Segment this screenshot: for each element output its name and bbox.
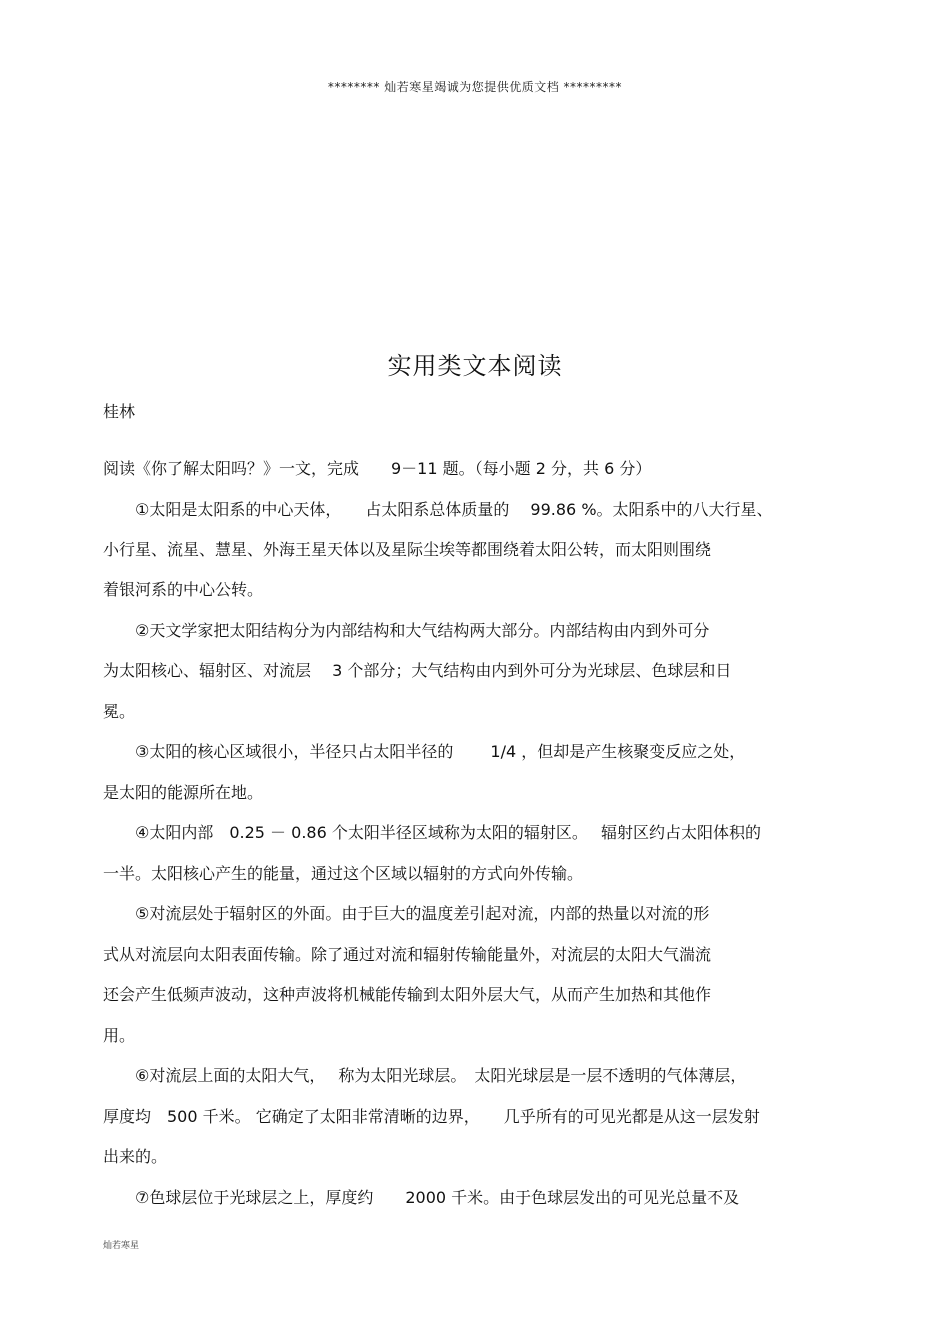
paragraph-line: 厚度均 500 千米。 它确定了太阳非常清晰的边界， 几乎所有的可见光都是从这一层发射: [103, 1107, 760, 1126]
paragraph-line: 小行星、流星、慧星、外海王星天体以及星际尘埃等都围绕着太阳公转，而太阳则围绕: [103, 540, 712, 559]
paragraph-line: ⑤对流层处于辐射区的外面。由于巨大的温度差引起对流，内部的热量以对流的形: [103, 904, 710, 923]
paragraph-line: 冕。: [103, 702, 136, 721]
paragraph-line: 一半。太阳核心产生的能量，通过这个区域以辐射的方式向外传输。: [103, 864, 584, 883]
page-footer: 灿若寒星: [103, 1241, 140, 1251]
paragraph-line: 还会产生低频声波动，这种声波将机械能传输到太阳外层大气，从而产生加热和其他作: [103, 985, 712, 1004]
paragraph-line: 式从对流层向太阳表面传输。除了通过对流和辐射传输能量外，对流层的太阳大气湍流: [103, 945, 712, 964]
paragraph-line: ①太阳是太阳系的中心天体， 占太阳系总体质量的 99.86 %。太阳系中的八大行星、: [103, 500, 773, 519]
paragraph-line: ②天文学家把太阳结构分为内部结构和大气结构两大部分。内部结构由内到外可分: [103, 621, 710, 640]
paragraph-line: 出来的。: [103, 1147, 168, 1166]
paragraph-line: ⑥对流层上面的太阳大气， 称为太阳光球层。 太阳光球层是一层不透明的气体薄层，: [103, 1066, 747, 1085]
intro-text: 阅读《你了解太阳吗？》一文，完成 9－11 题。（每小题 2 分，共 6 分）: [103, 459, 652, 478]
paragraph-line: ⑦色球层位于光球层之上，厚度约 2000 千米。由于色球层发出的可见光总量不及: [103, 1188, 740, 1207]
region-label: 桂林: [103, 402, 136, 421]
page-title: 实用类文本阅读: [387, 352, 563, 380]
paragraph-line: 是太阳的能源所在地。: [103, 783, 264, 802]
page-header: ******** 灿若寒星竭诚为您提供优质文档 *********: [327, 80, 623, 94]
paragraph-line: 着银河系的中心公转。: [103, 580, 264, 599]
paragraph-line: ③太阳的核心区域很小，半径只占太阳半径的 1/4 ，但却是产生核聚变反应之处，: [103, 742, 746, 761]
paragraph-line: ④太阳内部 0.25 － 0.86 个太阳半径区域称为太阳的辐射区。 辐射区约占太阳体积的: [103, 823, 761, 842]
paragraph-line: 为太阳核心、辐射区、对流层 3 个部分；大气结构由内到外可分为光球层、色球层和日: [103, 661, 732, 680]
paragraph-line: 用。: [103, 1026, 136, 1045]
